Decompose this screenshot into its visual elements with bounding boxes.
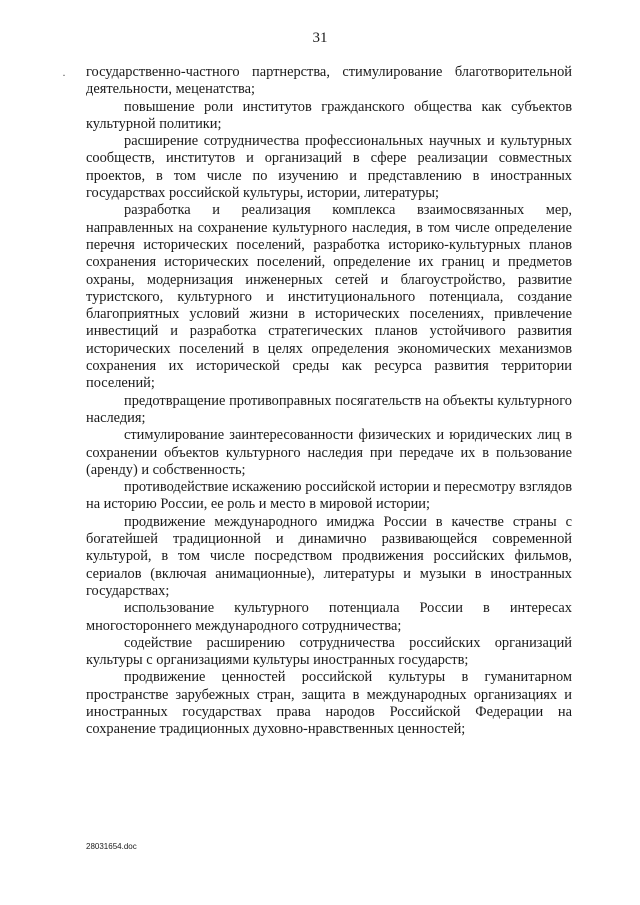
paragraph: продвижение международного имиджа России в качестве страны с богатейшей традиционной и динамично развивающейся современной культурой, в том числе посредством продвижения российских фильмов, сериалов (включая анимационные), литературы и музыки в иностранных государствах; — [86, 513, 572, 599]
paragraph: использование культурного потенциала России в интересах многостороннего международного сотрудничества; — [86, 600, 572, 634]
paragraph: разработка и реализация комплекса взаимосвязанных мер, направленных на сохранение культурного наследия, в том числе определение перечня исторических поселений, разработка историко-культурных планов сохранения исторических поселений, определение их границ и предметов охраны, модернизация инженерных сетей и благоустройство, развитие туристского, культурного и институционального потенциала, создание благоприятных условий жизни в исторических поселениях, привлечение инвестиций и разработка стратегических планов устойчивого развития исторических поселений в целях определения экономических механизмов сохранения их исторической среды как ресурса развития территории поселений; — [86, 202, 572, 392]
paragraph: повышение роли институтов гражданского общества как субъектов культурной политики; — [86, 98, 572, 132]
body-text — [86, 64, 572, 739]
paragraph: расширение сотрудничества профессиональных научных и культурных сообществ, институтов и организаций в сфере реализации совместных проектов, в том числе по изучению и представлению в иностранных государствах российской культуры, истории, литературы; — [86, 133, 572, 202]
document-id: 28031654.doc — [86, 842, 137, 851]
page-number: 31 — [312, 30, 328, 46]
paragraph: противодействие искажению российской истории и пересмотру взглядов на историю России, ее роль и место в мировой истории; — [86, 479, 572, 513]
paragraph: стимулирование заинтересованности физических и юридических лиц в сохранении объектов культурного наследия при передаче их в пользование (аренду) и собственность; — [86, 427, 572, 478]
paragraph-continued: государственно-частного партнерства, стимулирование благотворительной деятельности, меценатства; — [86, 64, 572, 98]
paragraph: содействие расширению сотрудничества российских организаций культуры с организациями культуры иностранных государств; — [86, 634, 572, 669]
margin-mark: · — [62, 68, 66, 82]
paragraph: продвижение ценностей российской культуры в гуманитарном пространстве зарубежных стран, защита в международных организациях и иностранных государствах права народов Российской Федерации на сохранение традиционных духовно-нравственных ценностей; — [86, 669, 572, 738]
paragraph: предотвращение противоправных посягательств на объекты культурного наследия; — [86, 392, 572, 426]
